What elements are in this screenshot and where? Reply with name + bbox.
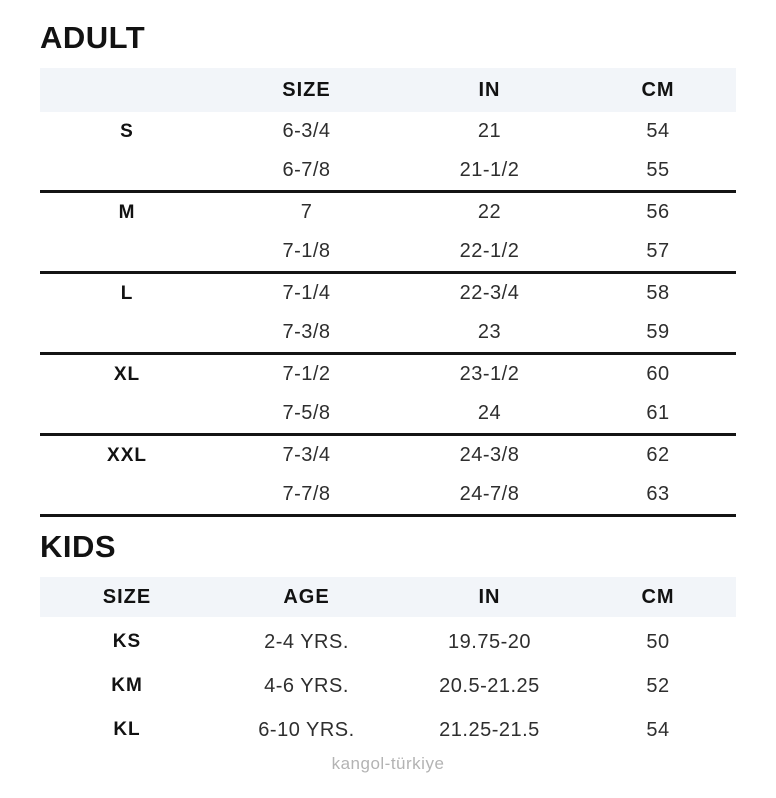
size-chart-page bbox=[0, 22, 776, 774]
in-value: 24 bbox=[477, 402, 502, 424]
in-value: 22-1/2 bbox=[459, 240, 520, 262]
kids-header-cm: CM bbox=[641, 585, 675, 608]
table-row bbox=[40, 232, 736, 271]
in-value: 23 bbox=[477, 321, 502, 343]
adult-section-title: ADULT bbox=[40, 20, 146, 55]
kids-table-header bbox=[40, 577, 736, 617]
size-value: 6-3/4 bbox=[282, 120, 331, 142]
in-value: 22-3/4 bbox=[459, 282, 520, 304]
adult-size-group-s bbox=[40, 112, 736, 193]
kids-header-size: SIZE bbox=[102, 585, 152, 608]
cm-value: 57 bbox=[646, 240, 670, 262]
adult-size-group-xxl bbox=[40, 436, 736, 517]
in-value: 20.5-21.25 bbox=[439, 674, 540, 697]
adult-size-group-l bbox=[40, 274, 736, 355]
size-label: S bbox=[120, 120, 134, 142]
in-value: 21.25-21.5 bbox=[439, 718, 540, 741]
cm-value: 56 bbox=[646, 201, 670, 223]
cm-value: 54 bbox=[646, 718, 670, 741]
age-value: 4-6 YRS. bbox=[264, 674, 349, 697]
in-value: 21-1/2 bbox=[459, 159, 520, 181]
adult-size-group-m bbox=[40, 193, 736, 274]
size-value: 7-7/8 bbox=[282, 483, 331, 505]
size-label: XXL bbox=[107, 444, 147, 466]
size-value: 7-1/2 bbox=[282, 363, 331, 385]
size-label: KS bbox=[112, 631, 142, 652]
size-value: 7-3/4 bbox=[282, 444, 331, 466]
adult-header-cm: CM bbox=[641, 78, 675, 101]
cm-value: 62 bbox=[646, 444, 670, 466]
kids-header-age: AGE bbox=[283, 585, 330, 608]
cm-value: 58 bbox=[646, 282, 670, 304]
cm-value: 63 bbox=[646, 483, 670, 505]
size-value: 7-5/8 bbox=[282, 402, 331, 424]
size-value: 6-7/8 bbox=[282, 159, 331, 181]
kids-header-in: IN bbox=[478, 585, 501, 608]
size-label: KM bbox=[111, 675, 143, 696]
in-value: 23-1/2 bbox=[459, 363, 520, 385]
in-value: 19.75-20 bbox=[448, 630, 531, 653]
cm-value: 54 bbox=[646, 120, 670, 142]
in-value: 24-7/8 bbox=[459, 483, 520, 505]
size-label: L bbox=[120, 282, 134, 304]
table-row bbox=[40, 708, 736, 752]
size-value: 7-1/8 bbox=[282, 240, 331, 262]
table-row bbox=[40, 151, 736, 190]
adult-header-in: IN bbox=[478, 78, 501, 101]
cm-value: 61 bbox=[646, 402, 670, 424]
age-value: 2-4 YRS. bbox=[264, 630, 349, 653]
in-value: 21 bbox=[477, 120, 502, 142]
table-row bbox=[40, 664, 736, 708]
size-label: XL bbox=[113, 363, 141, 385]
age-value: 6-10 YRS. bbox=[258, 718, 355, 741]
adult-header-size: SIZE bbox=[282, 78, 331, 101]
cm-value: 50 bbox=[646, 630, 670, 653]
size-label: KL bbox=[113, 719, 141, 740]
table-row bbox=[40, 436, 736, 475]
table-row bbox=[40, 112, 736, 151]
cm-value: 59 bbox=[646, 321, 670, 343]
size-value: 7-3/8 bbox=[282, 321, 331, 343]
kids-table-body bbox=[40, 620, 736, 752]
size-value: 7 bbox=[300, 201, 313, 223]
size-value: 7-1/4 bbox=[282, 282, 331, 304]
kids-section-title: KIDS bbox=[40, 529, 117, 564]
adult-table-header bbox=[40, 68, 736, 112]
table-row bbox=[40, 620, 736, 664]
table-row bbox=[40, 193, 736, 232]
table-row bbox=[40, 274, 736, 313]
table-row bbox=[40, 394, 736, 433]
adult-size-group-xl bbox=[40, 355, 736, 436]
watermark: kangol-türkiye bbox=[331, 754, 445, 773]
cm-value: 60 bbox=[646, 363, 670, 385]
cm-value: 55 bbox=[646, 159, 670, 181]
in-value: 24-3/8 bbox=[459, 444, 520, 466]
in-value: 22 bbox=[477, 201, 502, 223]
table-row bbox=[40, 475, 736, 514]
table-row bbox=[40, 355, 736, 394]
cm-value: 52 bbox=[646, 674, 670, 697]
size-label: M bbox=[118, 201, 136, 223]
table-row bbox=[40, 313, 736, 352]
